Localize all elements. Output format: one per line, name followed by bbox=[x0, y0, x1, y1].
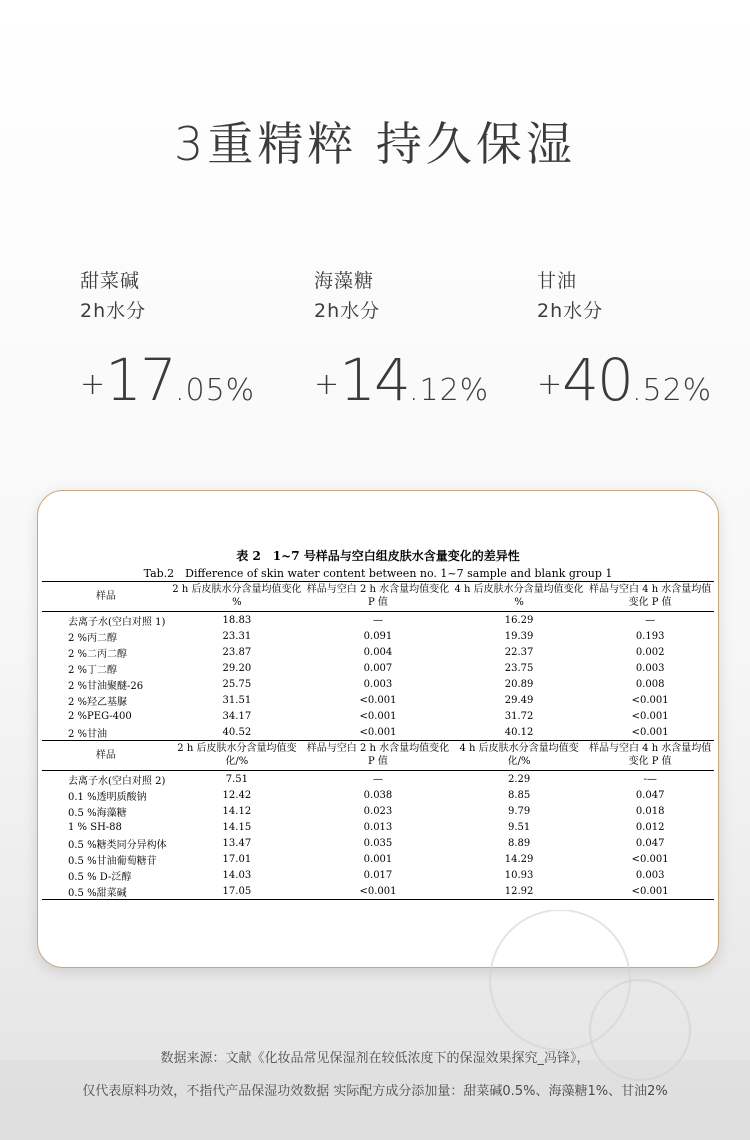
table-row bbox=[42, 708, 714, 724]
stat-value bbox=[537, 346, 737, 414]
stat-name: 甘油 bbox=[537, 270, 578, 292]
value-cell: 17.05 bbox=[170, 883, 304, 900]
value-cell: 40.52 bbox=[170, 724, 304, 741]
disclaimer-note: 仅代表原料功效，不指代产品保湿功效数据 实际配方成分添加量：甜菜碱0.5%、海藻糖1%、甘油2% bbox=[82, 1084, 668, 1099]
value-cell: 31.72 bbox=[504, 710, 534, 722]
value-cell: 18.83 bbox=[222, 614, 252, 626]
value-cell: 25.75 bbox=[222, 678, 252, 690]
value-cell: — bbox=[645, 614, 656, 626]
value-cell: 0.017 bbox=[363, 869, 393, 881]
stat-name: 甜菜碱 bbox=[80, 270, 141, 292]
value-cell: 2.29 bbox=[507, 773, 531, 785]
value-cell: 16.29 bbox=[504, 614, 534, 626]
sample-cell: 2 %丙二醇 bbox=[68, 632, 118, 644]
value-cell: 12.92 bbox=[452, 883, 586, 900]
header-cell: 样品与空白 4 h 水含量均值变化 P 值 bbox=[586, 741, 714, 771]
value-cell: 9.51 bbox=[507, 821, 531, 833]
value-cell: 12.42 bbox=[222, 789, 252, 801]
value-cell: 0.012 bbox=[635, 821, 665, 833]
value-cell: 14.29 bbox=[504, 853, 534, 865]
stat-dec: .12% bbox=[408, 373, 490, 408]
header-cell: 2 h 后皮肤水分含量均值变化 % bbox=[170, 582, 304, 612]
value-cell: 23.31 bbox=[222, 630, 252, 642]
stat-int: 17 bbox=[105, 346, 175, 414]
value-cell: 19.39 bbox=[504, 630, 534, 642]
value-cell: 17.01 bbox=[222, 853, 252, 865]
table-row bbox=[42, 628, 714, 644]
stat-sign: + bbox=[314, 367, 340, 402]
table-row bbox=[42, 660, 714, 676]
stat-value bbox=[314, 346, 514, 414]
table-header-row bbox=[42, 582, 714, 612]
value-cell: 0.001 bbox=[363, 853, 393, 865]
value-cell: 0.018 bbox=[635, 805, 665, 817]
table-wrapper bbox=[42, 547, 714, 900]
value-cell: 23.87 bbox=[222, 646, 252, 658]
value-cell: 0.035 bbox=[363, 837, 393, 849]
header-cell: 4 h 后皮肤水分含量均值变化 % bbox=[452, 582, 586, 612]
skin-water-table bbox=[42, 581, 714, 900]
value-cell: 23.75 bbox=[504, 662, 534, 674]
value-cell: 0.008 bbox=[635, 678, 665, 690]
stat-int: 14 bbox=[339, 346, 409, 414]
header-cell: 2 h 后皮肤水分含量均值变化/% bbox=[170, 741, 304, 771]
sample-cell: 0.5 % D-泛醇 bbox=[68, 871, 132, 883]
page-headline: 3重精粹 持久保湿 bbox=[174, 117, 576, 171]
value-cell: <0.001 bbox=[304, 724, 452, 741]
value-cell: 0.003 bbox=[635, 869, 665, 881]
sample-cell: 去离子水(空白对照 1) bbox=[68, 616, 166, 628]
value-cell: 0.047 bbox=[635, 789, 665, 801]
stat-sub: 2h水分 bbox=[537, 300, 604, 322]
sample-cell: 2 %甘油聚醚-26 bbox=[68, 680, 144, 692]
stat-glycerin bbox=[537, 266, 737, 414]
value-cell: 29.49 bbox=[504, 694, 534, 706]
table-title-en: Tab.2 Difference of skin water content between no. 1~7 sample and blank group 1 bbox=[143, 567, 613, 580]
value-cell: <0.001 bbox=[631, 853, 669, 865]
header-cell: 样品与空白 4 h 水含量均值变化 P 值 bbox=[586, 582, 714, 612]
stat-value bbox=[80, 346, 280, 414]
table-row bbox=[42, 883, 714, 900]
table-row bbox=[42, 724, 714, 741]
table-body-group-1 bbox=[42, 612, 714, 741]
value-cell: 9.79 bbox=[507, 805, 531, 817]
stat-int: 40 bbox=[562, 346, 632, 414]
table-title-zh: 表 2 1~7 号样品与空白组皮肤水含量变化的差异性 bbox=[236, 549, 520, 563]
stat-trehalose bbox=[314, 266, 514, 414]
data-source-note: 数据来源：文献《化妆品常见保湿剂在较低浓度下的保湿效果探究_冯锋》， bbox=[160, 1051, 590, 1066]
stat-sign: + bbox=[537, 367, 563, 402]
value-cell: 0.004 bbox=[363, 646, 393, 658]
stat-sign: + bbox=[80, 367, 106, 402]
stat-betaine bbox=[80, 266, 280, 414]
header-cell: 样品 bbox=[42, 582, 170, 612]
data-table-card bbox=[37, 490, 719, 968]
table-row bbox=[42, 676, 714, 692]
header-cell: 样品 bbox=[42, 741, 170, 771]
stat-sub: 2h水分 bbox=[80, 300, 147, 322]
stat-dec: .52% bbox=[631, 373, 713, 408]
value-cell: -— bbox=[643, 773, 657, 785]
value-cell: 0.003 bbox=[363, 678, 393, 690]
stat-sub: 2h水分 bbox=[314, 300, 381, 322]
value-cell: <0.001 bbox=[586, 724, 714, 741]
value-cell: 0.047 bbox=[635, 837, 665, 849]
value-cell: 22.37 bbox=[504, 646, 534, 658]
value-cell: <0.001 bbox=[631, 710, 669, 722]
value-cell: 8.89 bbox=[507, 837, 531, 849]
value-cell: — bbox=[372, 773, 383, 785]
sample-cell: 1 % SH-88 bbox=[68, 821, 122, 833]
sample-cell: 2 %二丙二醇 bbox=[68, 648, 128, 660]
table-body-group-2 bbox=[42, 771, 714, 900]
value-cell: <0.001 bbox=[304, 883, 452, 900]
value-cell: 31.51 bbox=[222, 694, 252, 706]
table-row bbox=[42, 819, 714, 835]
table-row bbox=[42, 692, 714, 708]
value-cell: 34.17 bbox=[222, 710, 252, 722]
value-cell: 0.193 bbox=[635, 630, 665, 642]
value-cell: — bbox=[372, 614, 383, 626]
value-cell: 0.003 bbox=[635, 662, 665, 674]
value-cell: 10.93 bbox=[504, 869, 534, 881]
value-cell: 0.002 bbox=[635, 646, 665, 658]
value-cell: 40.12 bbox=[452, 724, 586, 741]
sample-cell: 2 %甘油 bbox=[42, 724, 170, 741]
table-row bbox=[42, 612, 714, 629]
value-cell: 13.47 bbox=[222, 837, 252, 849]
value-cell: <0.001 bbox=[359, 694, 397, 706]
value-cell: 20.89 bbox=[504, 678, 534, 690]
header-cell: 样品与空白 2 h 水含量均值变化 P 值 bbox=[304, 741, 452, 771]
sample-cell: 2 %羟乙基脲 bbox=[68, 696, 128, 708]
table-row bbox=[42, 644, 714, 660]
value-cell: 14.15 bbox=[222, 821, 252, 833]
value-cell: 0.013 bbox=[363, 821, 393, 833]
table-row bbox=[42, 803, 714, 819]
value-cell: 0.038 bbox=[363, 789, 393, 801]
sample-cell: 0.5 %糖类同分异构体 bbox=[68, 839, 167, 851]
stat-dec: .05% bbox=[174, 373, 256, 408]
value-cell: 29.20 bbox=[222, 662, 252, 674]
stat-name: 海藻糖 bbox=[314, 270, 375, 292]
header-cell: 样品与空白 2 h 水含量均值变化 P 值 bbox=[304, 582, 452, 612]
value-cell: 0.023 bbox=[363, 805, 393, 817]
value-cell: <0.001 bbox=[586, 883, 714, 900]
value-cell: <0.001 bbox=[631, 694, 669, 706]
sample-cell: 0.5 %甘油葡萄糖苷 bbox=[68, 855, 157, 867]
value-cell: 0.091 bbox=[363, 630, 393, 642]
value-cell: 14.12 bbox=[222, 805, 252, 817]
table-header-row bbox=[42, 741, 714, 771]
table-row bbox=[42, 787, 714, 803]
table-row bbox=[42, 867, 714, 883]
table-row bbox=[42, 835, 714, 851]
value-cell: 8.85 bbox=[507, 789, 531, 801]
sample-cell: 去离子水(空白对照 2) bbox=[68, 775, 166, 787]
table-row bbox=[42, 851, 714, 867]
value-cell: 0.007 bbox=[363, 662, 393, 674]
sample-cell: 0.5 %海藻糖 bbox=[68, 807, 127, 819]
sample-cell: 0.5 %甜菜碱 bbox=[42, 883, 170, 900]
value-cell: 14.03 bbox=[222, 869, 252, 881]
sample-cell: 0.1 %透明质酸钠 bbox=[68, 791, 147, 803]
header-cell: 4 h 后皮肤水分含量均值变化/% bbox=[452, 741, 586, 771]
sample-cell: 2 %PEG-400 bbox=[68, 710, 132, 722]
value-cell: <0.001 bbox=[359, 710, 397, 722]
sample-cell: 2 %丁二醇 bbox=[68, 664, 118, 676]
value-cell: 7.51 bbox=[225, 773, 248, 785]
table-row bbox=[42, 771, 714, 788]
